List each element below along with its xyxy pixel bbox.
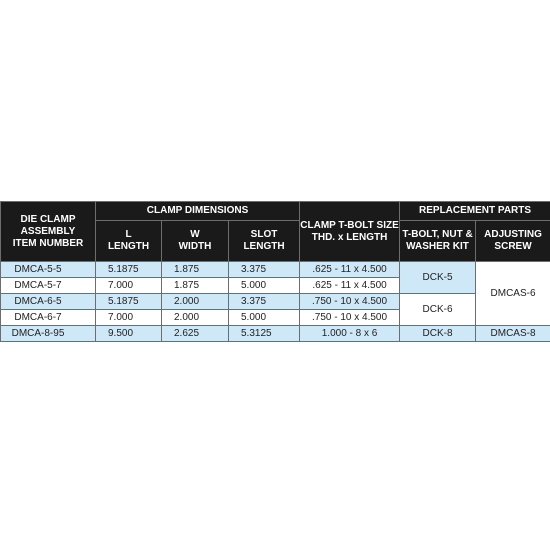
cell-slot-length: 5.3125 <box>229 326 300 342</box>
cell-washer-kit: DCK-8 <box>400 326 476 342</box>
cell-tbolt-size: .625 - 11 x 4.500 <box>300 278 400 294</box>
cell-washer-kit: DCK-6 <box>400 294 476 326</box>
cell-tbolt-size: 1.000 - 8 x 6 <box>300 326 400 342</box>
cell-item-number: DMCA-8-95 <box>1 326 96 342</box>
cell-length: 7.000 <box>96 310 162 326</box>
cell-length: 5.1875 <box>96 262 162 278</box>
table-row <box>1 326 550 342</box>
cell-slot-length: 5.000 <box>229 310 300 326</box>
cell-slot-length: 3.375 <box>229 262 300 278</box>
cell-width: 1.875 <box>162 262 229 278</box>
cell-tbolt-size: .750 - 10 x 4.500 <box>300 310 400 326</box>
cell-width: 2.000 <box>162 294 229 310</box>
header-replacement-parts: REPLACEMENT PARTS <box>400 202 550 221</box>
cell-washer-kit: DCK-5 <box>400 262 476 294</box>
cell-adjusting-screw: DMCAS-8 <box>476 326 550 342</box>
cell-item-number: DMCA-6-7 <box>1 310 96 326</box>
header-item-number: DIE CLAMP ASSEMBLY ITEM NUMBER <box>1 202 96 262</box>
cell-item-number: DMCA-5-5 <box>1 262 96 278</box>
cell-length: 9.500 <box>96 326 162 342</box>
cell-width: 1.875 <box>162 278 229 294</box>
cell-length: 7.000 <box>96 278 162 294</box>
table-row <box>1 262 550 278</box>
cell-slot-length: 3.375 <box>229 294 300 310</box>
cell-width: 2.000 <box>162 310 229 326</box>
header-clamp-dimensions: CLAMP DIMENSIONS <box>96 202 300 221</box>
cell-tbolt-size: .625 - 11 x 4.500 <box>300 262 400 278</box>
cell-length: 5.1875 <box>96 294 162 310</box>
die-clamp-spec-table <box>0 201 550 342</box>
header-width: W WIDTH <box>162 221 229 262</box>
header-tbolt-size: CLAMP T-BOLT SIZE THD. x LENGTH <box>300 202 400 262</box>
cell-item-number: DMCA-5-7 <box>1 278 96 294</box>
cell-tbolt-size: .750 - 10 x 4.500 <box>300 294 400 310</box>
header-slot-length: SLOT LENGTH <box>229 221 300 262</box>
header-washer-kit: T-BOLT, NUT & WASHER KIT <box>400 221 476 262</box>
cell-width: 2.625 <box>162 326 229 342</box>
cell-item-number: DMCA-6-5 <box>1 294 96 310</box>
header-adjusting-screw: ADJUSTING SCREW <box>476 221 550 262</box>
table-row <box>1 294 550 310</box>
cell-adjusting-screw: DMCAS-6 <box>476 262 550 326</box>
header-length: L LENGTH <box>96 221 162 262</box>
cell-slot-length: 5.000 <box>229 278 300 294</box>
